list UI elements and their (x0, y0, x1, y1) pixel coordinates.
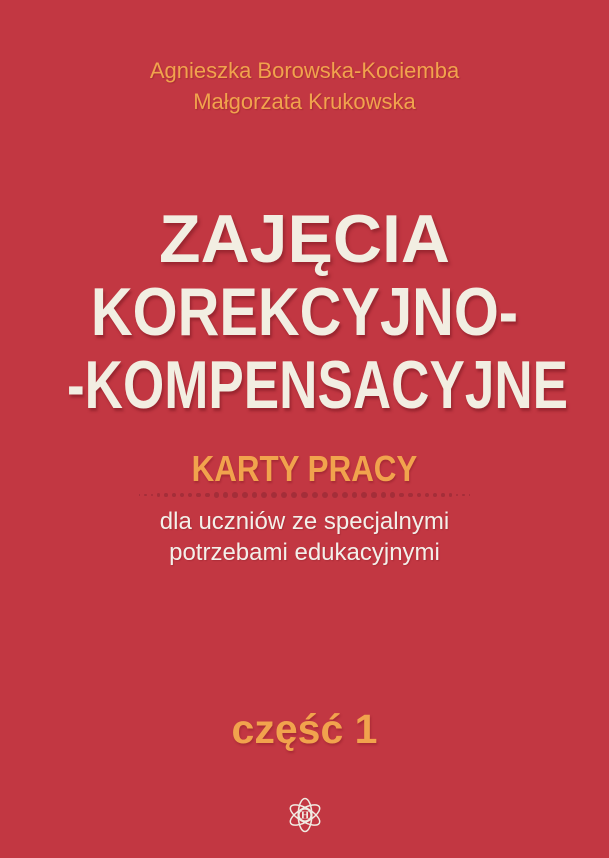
target-audience-text (0, 506, 609, 568)
description-line-1: dla uczniów ze specjalnymi (159, 508, 450, 535)
part-number: część 1 (231, 706, 378, 752)
dotted-divider (0, 489, 609, 501)
title-line-3: -KOMPENSACYJNE (66, 347, 569, 423)
atom-logo-icon (285, 795, 325, 835)
book-title (0, 203, 609, 422)
author-names (0, 55, 609, 117)
author-name-2: Małgorzata Krukowska (193, 89, 416, 114)
subtitle-karty-pracy: KARTY PRACY (191, 448, 418, 489)
logo-letter: H (300, 811, 309, 822)
publisher-logo (0, 795, 609, 835)
title-line-2: KOREKCYJNO- (90, 274, 519, 350)
description-line-2: potrzebami edukacyjnymi (169, 539, 440, 566)
author-name-1: Agnieszka Borowska-Kociemba (149, 58, 460, 83)
title-line-1: ZAJĘCIA (159, 201, 450, 277)
